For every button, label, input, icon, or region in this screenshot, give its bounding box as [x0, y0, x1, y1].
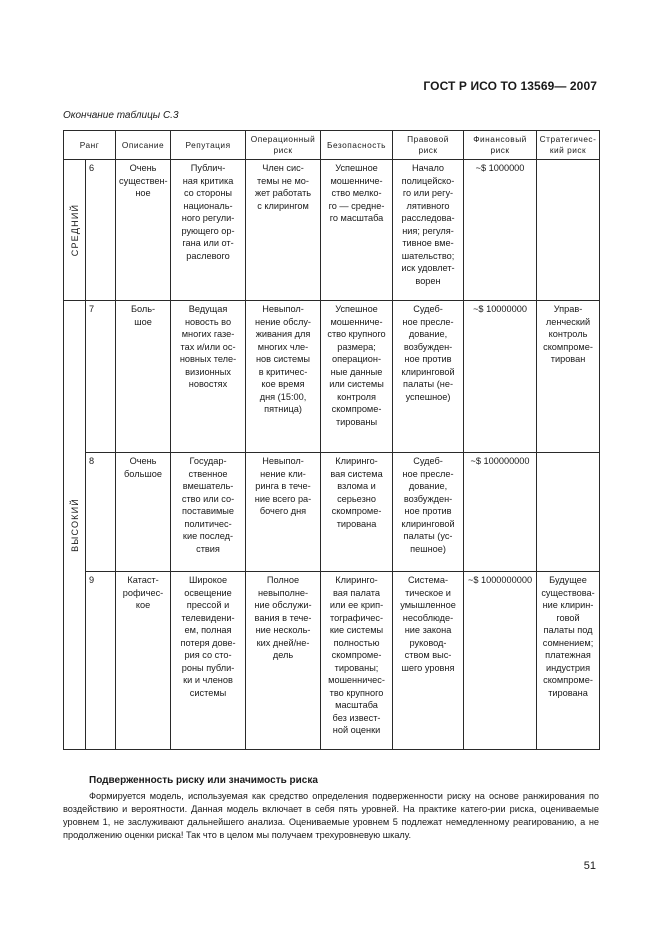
section-title: Подверженность риску или значимость риска: [89, 775, 318, 786]
reputation-cell: Ведущая новость во многих газе- тах и/или ос- новных теле- визионных новостях: [171, 301, 246, 453]
column-header-financial-risk: Финансовый риск: [464, 131, 537, 160]
rank-cell: 8: [86, 453, 116, 572]
financial-risk-cell: ~$ 100000000: [464, 453, 537, 572]
description-cell: Очень большое: [116, 453, 171, 572]
table-header-row: [64, 131, 600, 160]
document-header: ГОСТ Р ИСО ТО 13569— 2007: [423, 79, 597, 93]
financial-risk-cell: ~$ 1000000: [464, 160, 537, 301]
risk-level-label: ВЫСОКИЙ: [69, 498, 80, 552]
security-cell: Успешное мошенниче- ство мелко- го — средне- го масштаба: [321, 160, 393, 301]
table-row: [64, 572, 600, 750]
financial-risk-cell: ~$ 10000000: [464, 301, 537, 453]
column-header-legal-risk: Правовой риск: [393, 131, 464, 160]
risk-level-cell-medium: [64, 160, 86, 301]
financial-risk-cell: ~$ 1000000000: [464, 572, 537, 750]
legal-risk-cell: Система- тическое и умышленное несоблюде- ние закона руковод- ством выс- шего уровня: [393, 572, 464, 750]
rank-cell: 9: [86, 572, 116, 750]
rank-cell: 7: [86, 301, 116, 453]
reputation-cell: Государ- ственное вмешатель- ство или со- поставимые политичес- кие послед- ствия: [171, 453, 246, 572]
column-header-description: Описание: [116, 131, 171, 160]
strategic-risk-cell: [537, 160, 600, 301]
legal-risk-cell: Начало полицейско- го или регу- лятивного расследова- ния; регуля- тивное вме- шательство; иск удовлет- ворен: [393, 160, 464, 301]
strategic-risk-cell: Управ- ленческий контроль скомпроме- тирован: [537, 301, 600, 453]
description-cell: Катаст- рофичес- кое: [116, 572, 171, 750]
operational-risk-cell: Невыпол- нение кли- ринга в тече- ние всего ра- бочего дня: [246, 453, 321, 572]
legal-risk-cell: Судеб- ное пресле- дование, возбужден- ное против клиринговой палаты (ус- пешное): [393, 453, 464, 572]
operational-risk-cell: Полное невыполне- ние обслужи- вания в тече- ние несколь- ких дней/не- дель: [246, 572, 321, 750]
table-row: [64, 160, 600, 301]
legal-risk-cell: Судеб- ное пресле- дование, возбужден- ное против клиринговой палаты (не- успешное): [393, 301, 464, 453]
description-cell: Очень существен- ное: [116, 160, 171, 301]
operational-risk-cell: Член сис- темы не мо- жет работать с клирингом: [246, 160, 321, 301]
reputation-cell: Публич- ная критика со стороны националь- ного регули- рующего ор- гана или от- раслевого: [171, 160, 246, 301]
column-header-strategic-risk: Стратегичес- кий риск: [537, 131, 600, 160]
column-header-security: Безопасность: [321, 131, 393, 160]
reputation-cell: Широкое освещение прессой и телевидени- ем, полная потеря дове- рия со сто- роны публи- ки и членов системы: [171, 572, 246, 750]
column-header-reputation: Репутация: [171, 131, 246, 160]
risk-level-cell-high: [64, 301, 86, 750]
page-number: 51: [583, 860, 596, 872]
section-paragraph: Формируется модель, используемая как средство определения подверженности риску на основе ранжирования по воздействию и вероятности. Данная модель включает в себя пять уровней. На практике катего-рии риска, оцениваемые уровнем 1, не заслуживают дальнейшего анализа. Оцениваемые уровнем 5 подлежат немедленному реагированию, а не продолжению оценки риска! Так что в целом мы получаем трехуровневую шкалу.: [63, 791, 599, 840]
operational-risk-cell: Невыпол- нение обслу- живания для многих чле- нов системы в критичес- кое время дня (15:00, пятница): [246, 301, 321, 453]
risk-level-label: СРЕДНИЙ: [69, 203, 80, 257]
security-cell: Клиринго- вая система взлома и серьезно скомпроме- тирована: [321, 453, 393, 572]
column-header-rank: Ранг: [64, 131, 116, 160]
table-row: [64, 301, 600, 453]
security-cell: Успешное мошенниче- ство крупного размера; операцион- ные данные или системы контроля скомпроме- тированы: [321, 301, 393, 453]
strategic-risk-cell: [537, 453, 600, 572]
rank-cell: 6: [86, 160, 116, 301]
security-cell: Клиринго- вая палата или ее крип- тографичес- кие системы полностью скомпроме- тированы; мошенничес- тво крупного масштаба без извест- ной оценки: [321, 572, 393, 750]
column-header-operational-risk: Операционный риск: [246, 131, 321, 160]
table-caption: Окончание таблицы С.3: [63, 110, 179, 121]
table-row: [64, 453, 600, 572]
strategic-risk-cell: Будущее существова- ние клирин- говой палаты под сомнением; платежная индустрия скомпроме- тирована: [537, 572, 600, 750]
description-cell: Боль- шое: [116, 301, 171, 453]
risk-table: [63, 130, 600, 750]
